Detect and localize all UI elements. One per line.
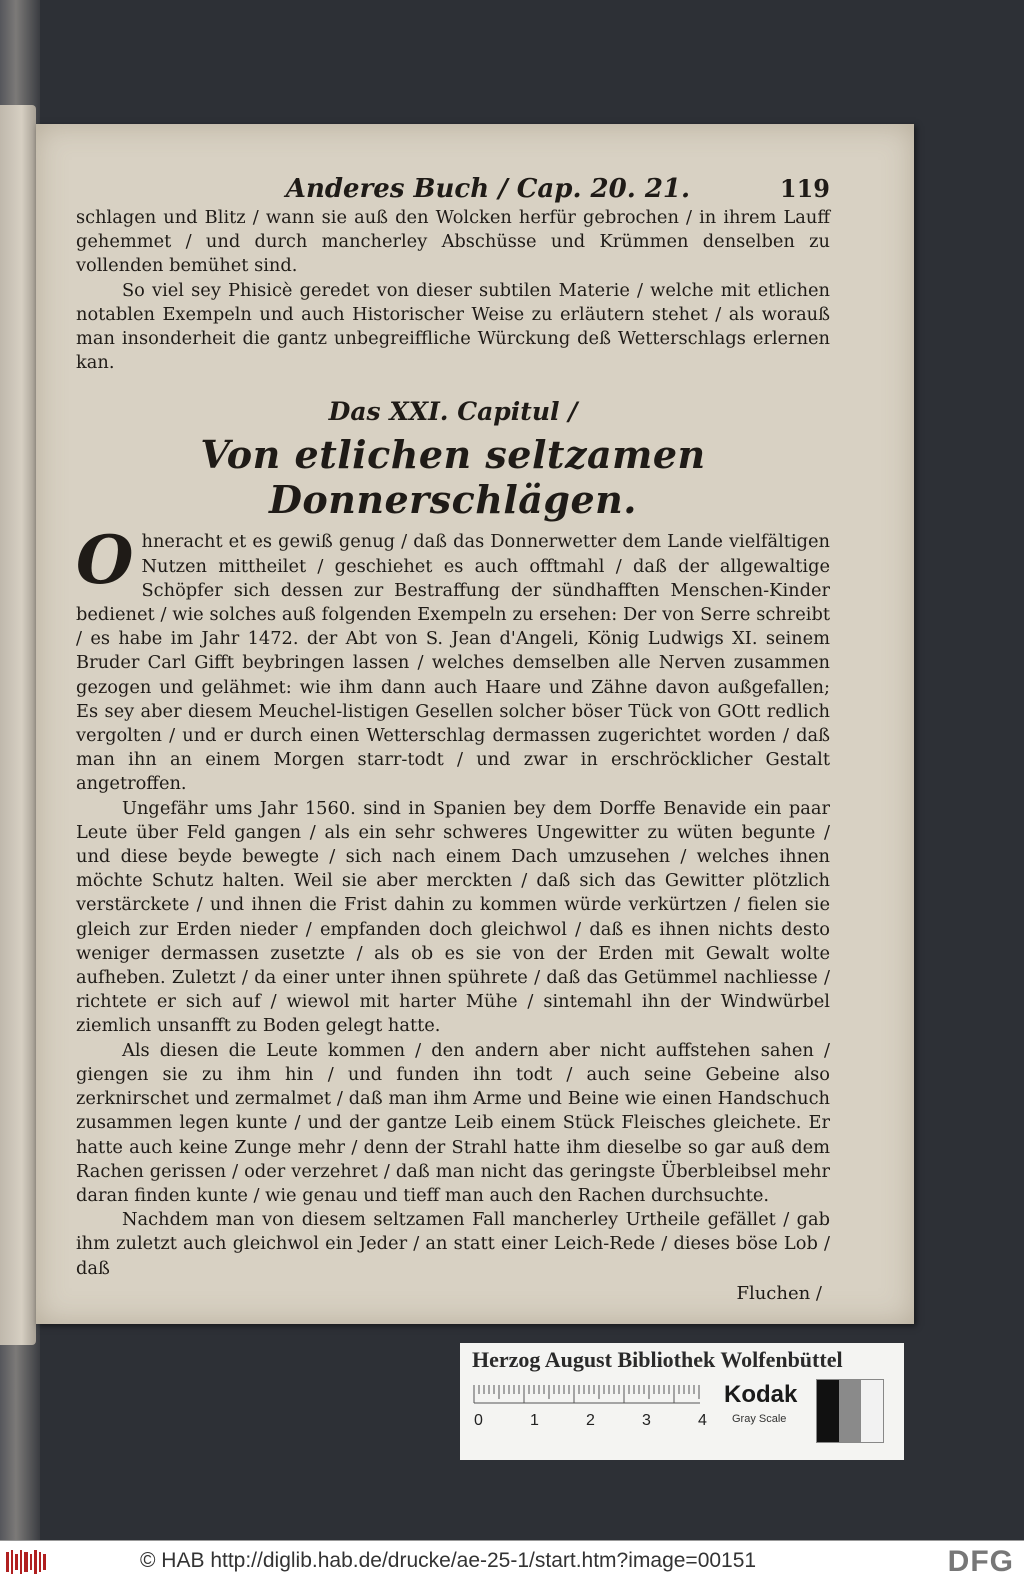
- barcode-icon: [6, 1548, 46, 1576]
- chapter-number: Das XXI. Capitul /: [328, 397, 578, 427]
- previous-page-edge: [0, 105, 36, 1345]
- institution-name: Herzog August Bibliothek Wolfenbüttel: [472, 1347, 843, 1372]
- paragraph: Nachdem man von diesem seltzamen Fall mancherley Urtheile gefället / gab ihm zuletzt auch gleichwol ein Jeder / an statt einer Leich-Rede / dieses böse Lob / daß: [76, 1209, 830, 1279]
- dropcap-initial: O: [76, 521, 134, 600]
- footer-bar: [0, 1540, 1024, 1583]
- swatch-black: [817, 1380, 839, 1442]
- copyright-url[interactable]: © HAB http://diglib.hab.de/drucke/ae-25-1/start.htm?image=00151: [140, 1549, 757, 1572]
- ruler: [472, 1383, 707, 1429]
- chapter-title: Von etlichen seltzamen Donnerschlägen.: [200, 432, 706, 523]
- first-paragraph-text: hneracht et es gewiß genug / daß das Donnerwetter dem Lande vielfältigen Nutzen mittheilet / geschiehet es auch offtmahl / daß der allgewaltige Schöpfer sich dessen zur Bestraffung der sündhafften Menschen-Kinder bedienet / wie solches auß folgenden Exempeln zu ersehen: Der von Serre schreibt / es habe im Jahr 1472. der Abt von S. Jean d'Angeli, König Ludwigs XI. seinem Bruder Carl Gifft beybringen lassen / welches demselben alle Nerven zusammen gezogen und gelähmet: wie ihm dann auch Haare und Zähne davon außgefallen; Es sey aber diesem Meuchel-listigen Gesellen solcher böser Tück von GOtt redlich vergolten / und er durch einen Wetterschlag dermassen zugerichtet worden / daß man ihn an einem Morgen starr-todt / und zwar in erschröcklicher Gestalt angetroffen.: [76, 531, 830, 795]
- running-head: [76, 174, 830, 204]
- swatch-white: [861, 1380, 883, 1442]
- ruler-label: 0: [474, 1412, 483, 1429]
- ruler-label: 3: [642, 1412, 651, 1429]
- paragraph: So viel sey Phisicè geredet von dieser subtilen Materie / welche mit etlichen notablen Exempeln und auch Historischer Weise zu erläutern stehet / als worauß man insonderheit die gantz unbegreiffliche Würckung deß Wetterschlags erlernen kan.: [76, 279, 830, 374]
- running-head-title: Anderes Buch / Cap. 20. 21.: [285, 174, 691, 204]
- swatch-gray: [839, 1380, 861, 1442]
- paragraph: Ungefähr ums Jahr 1560. sind in Spanien bey dem Dorffe Benavide ein paar Leute über Feld gangen / als ein sehr schweres Ungewitter zu wüten begunte / und diese beyde bewegte / sich nach einem Dach umzusehen / welches ihnen möchte Schutz halten. Weil sie aber merckten / daß sich das Gewitter plötzlich verstärckete / und ihnen die Frist dahin zu kommen würde verkürtzen / fielen sie gleich zur Erden nieder / empfanden doch gleichwol / daß es ihnen nichts desto weniger dermassen zusetzte / als ob es sie von der Erden mit Gewalt wolte aufheben. Zuletzt / da einer unter ihnen spührete / daß das Getümmel nachliesse / richtete er sich auf / wiewol mit harter Mühe / sintemahl ihn der Windwürbel ziemlich unsanfft zu Boden gelegt hatte.: [76, 797, 830, 1037]
- dfg-logo: DFG: [947, 1545, 1014, 1578]
- paragraph-continued: schlagen und Blitz / wann sie auß den Wolcken herfür gebrochen / in ihrem Lauff gehemmet / und durch mancherley Abschüsse und Krümmen denselben zu vollenden bemühet sind.: [76, 207, 830, 277]
- kodak-logo: Kodak: [724, 1381, 798, 1408]
- gray-swatches: [816, 1379, 884, 1443]
- first-paragraph: [76, 521, 830, 796]
- catchword: Fluchen /: [736, 1282, 822, 1304]
- ruler-label: 2: [586, 1412, 595, 1429]
- page-number: 119: [779, 174, 830, 203]
- book-page: [36, 124, 914, 1324]
- color-scale-card: [460, 1343, 904, 1460]
- gray-scale-label: Gray Scale: [732, 1413, 787, 1425]
- page-text-block: [76, 174, 830, 1304]
- ruler-label: 1: [530, 1412, 539, 1429]
- ruler-label: 4: [698, 1412, 707, 1429]
- paragraph: Als diesen die Leute kommen / den andern aber nicht auffstehen sahen / giengen sie zu ihm hin / und funden ihn todt / auch seine Gebeine also zerknirschet und zermalmet / daß man ihm Arme und Beine wie einen Handschuch zusammen legen kunte / und der gantze Leib einem Stück Fleisches gleichete. Er hatte auch keine Zunge mehr / denn der Strahl hatte ihm dieselbe so gar auß dem Rachen gerissen / oder verzehret / daß man nicht das geringste Überbleibsel mehr daran finden kunte / wie genau und tieff man auch den Rachen durchsuchte.: [76, 1039, 830, 1206]
